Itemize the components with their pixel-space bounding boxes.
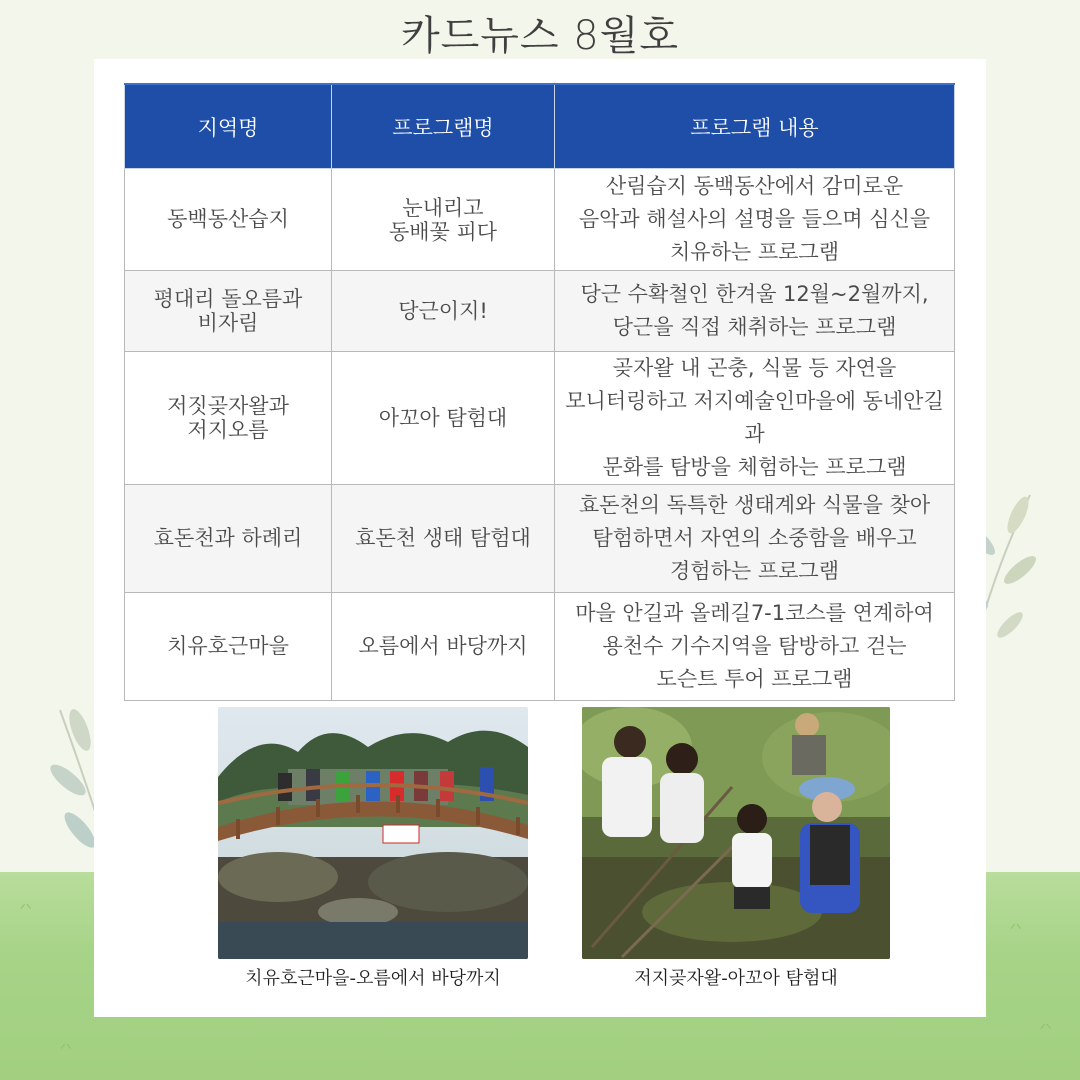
region-text: 비자림 [197,311,259,335]
column-header-region: 지역명 [125,84,332,169]
program-cell [332,593,555,701]
content-text: 효돈천의 독특한 생태계와 식물을 찾아 [578,493,931,517]
region-text: 치유호근마을 [167,634,289,658]
content-cell [555,271,955,352]
table-row [125,169,955,271]
region-cell [125,593,332,701]
content-cell [555,593,955,701]
content-text: 탐험하면서 자연의 소중함을 배우고 [592,526,917,550]
column-header-content: 프로그램 내용 [555,84,955,169]
table-row [125,593,955,701]
program-cell [332,271,555,352]
photo-caption: 저지곶자왈-아꼬아 탐험대 [634,968,838,989]
grass-background: ᐟᐠ ᐟᐠ ᐟᐠ ᐟᐠ [0,872,1080,1080]
content-text: 문화를 탐방을 체험하는 프로그램 [602,455,907,479]
program-text: 아꼬아 탐험대 [378,405,508,430]
table-row [125,271,955,352]
content-text: 산림습지 동백동산에서 감미로운 [605,174,904,198]
program-text: 오름에서 바당까지 [358,634,528,658]
region-text: 평대리 돌오름과 [153,287,303,311]
region-text: 동백동산습지 [167,207,289,231]
program-table [124,83,955,701]
content-text: 곶자왈 내 곤충, 식물 등 자연을 [612,356,897,380]
content-text: 용천수 기수지역을 탐방하고 걷는 [602,634,907,658]
content-text: 도슨트 투어 프로그램 [656,667,853,691]
region-cell [125,352,332,485]
program-text: 효돈천 생태 탐험대 [355,526,531,550]
table-header-row [125,84,955,169]
program-text: 눈내리고 [402,195,484,220]
bridge-group-photo-icon [218,707,528,959]
program-text: 당근이지! [398,298,488,323]
page-title: 카드뉴스 8월호 [400,13,679,59]
content-cell [555,169,955,271]
region-cell [125,271,332,352]
program-cell [332,169,555,271]
table-row [125,352,955,485]
table-row [125,485,955,593]
content-text: 당근 수확철인 한겨울 12월~2월까지, [580,282,929,306]
forest-exploration-photo-icon [582,707,890,959]
program-cell [332,485,555,593]
content-text: 치유하는 프로그램 [670,240,839,264]
region-text: 저지오름 [187,418,269,442]
region-text: 효돈천과 하례리 [153,526,303,550]
region-cell [125,485,332,593]
content-text: 마을 안길과 올레길7-1코스를 연계하여 [575,601,934,625]
region-text: 저짓곶자왈과 [167,394,289,418]
program-text: 동배꽃 피다 [388,219,498,244]
content-text: 모니터링하고 저지예술인마을에 동네안길과 [565,389,944,446]
content-cell [555,352,955,485]
program-cell [332,352,555,485]
photo-caption: 치유호근마을-오름에서 바당까지 [245,968,501,989]
content-cell [555,485,955,593]
region-cell [125,169,332,271]
content-text: 경험하는 프로그램 [670,559,839,583]
content-text: 음악과 해설사의 설명을 들으며 심신을 [578,207,931,231]
content-text: 당근을 직접 채취하는 프로그램 [612,315,897,339]
column-header-program: 프로그램명 [332,84,555,169]
